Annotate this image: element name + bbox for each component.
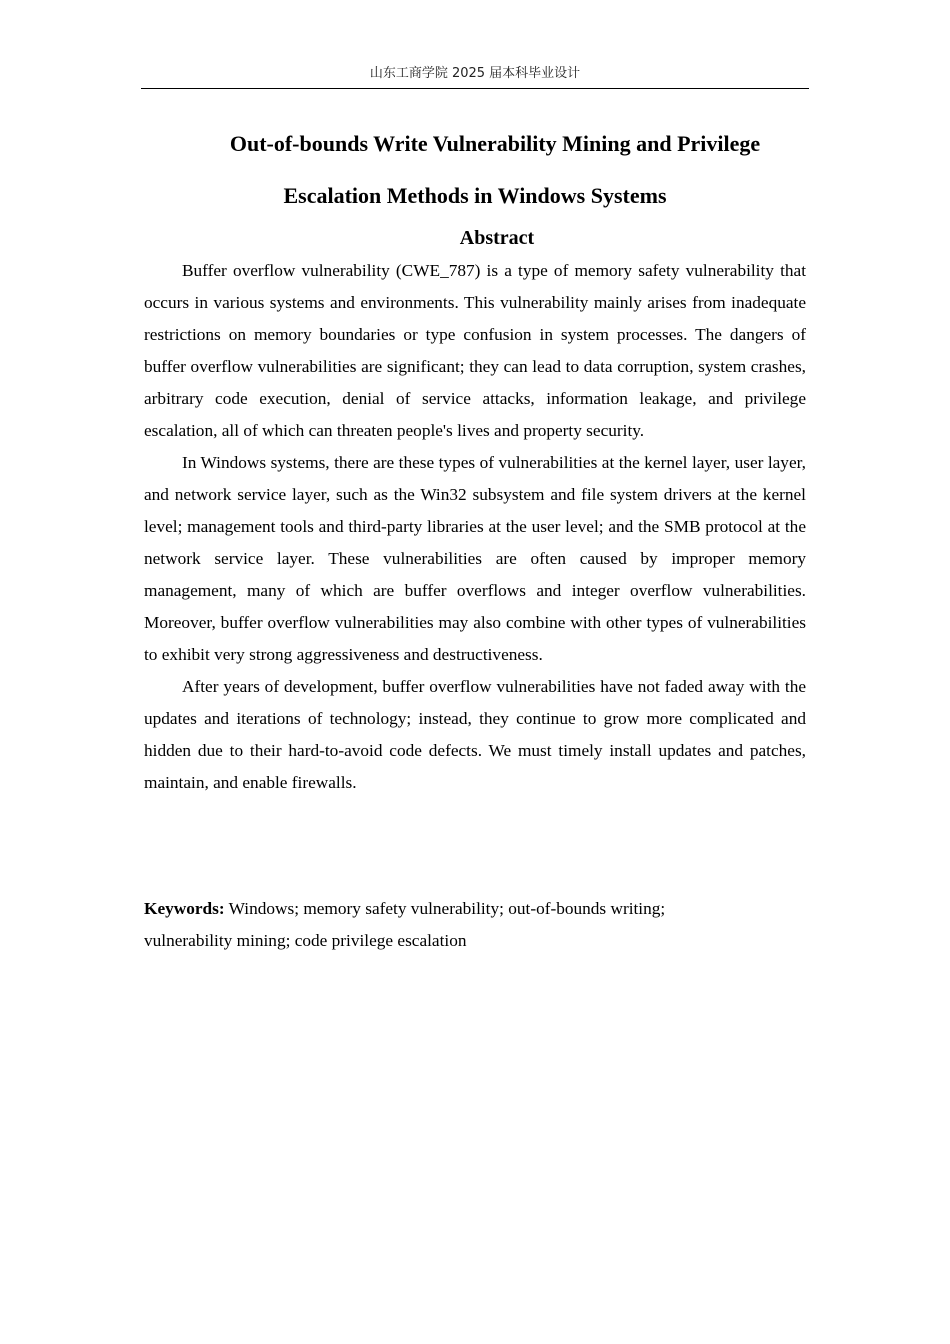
abstract-paragraph-1: Buffer overflow vulnerability (CWE_787) is a type of memory safety vulnerability that occurs in various systems and environments. This vulnerability mainly arises from inadequate restrictions on memory boundaries or type confusion in system processes. The dangers of buffer overflow vulnerabilities are significant; they can lead to data corruption, system crashes, arbitrary code execution, denial of service attacks, information leakage, and privilege escalation, all of which can threaten people's lives and property security. <box>144 261 806 440</box>
keywords <box>144 893 806 957</box>
running-header-text: 山东工商学院 2025 届本科毕业设计 <box>369 66 581 81</box>
title-line-2: Escalation Methods in Windows Systems <box>283 183 667 208</box>
document-title <box>144 118 806 222</box>
abstract-body <box>144 255 806 799</box>
keywords-line-2: vulnerability mining; code privilege escalation <box>144 931 467 950</box>
keywords-label: Keywords: <box>144 899 225 918</box>
keywords-line-1: Windows; memory safety vulnerability; out-of-bounds writing; <box>224 899 666 918</box>
title-line-1: Out-of-bounds Write Vulnerability Mining and Privilege <box>229 131 761 156</box>
running-header <box>141 64 809 89</box>
abstract-heading: Abstract <box>459 227 535 249</box>
abstract-paragraph-3: After years of development, buffer overflow vulnerabilities have not faded away with the updates and iterations of technology; instead, they continue to grow more complicated and hidden due to their hard-to-avoid code defects. We must timely install updates and patches, maintain, and enable firewalls. <box>144 677 806 792</box>
abstract-paragraph-2: In Windows systems, there are these types of vulnerabilities at the kernel layer, user layer, and network service layer, such as the Win32 subsystem and file system drivers at the kernel level; management tools and third-party libraries at the user level; and the SMB protocol at the network service layer. These vulnerabilities are often caused by improper memory management, many of which are buffer overflows and integer overflow vulnerabilities. Moreover, buffer overflow vulnerabilities may also combine with other types of vulnerabilities to exhibit very strong aggressiveness and destructiveness. <box>144 453 806 664</box>
